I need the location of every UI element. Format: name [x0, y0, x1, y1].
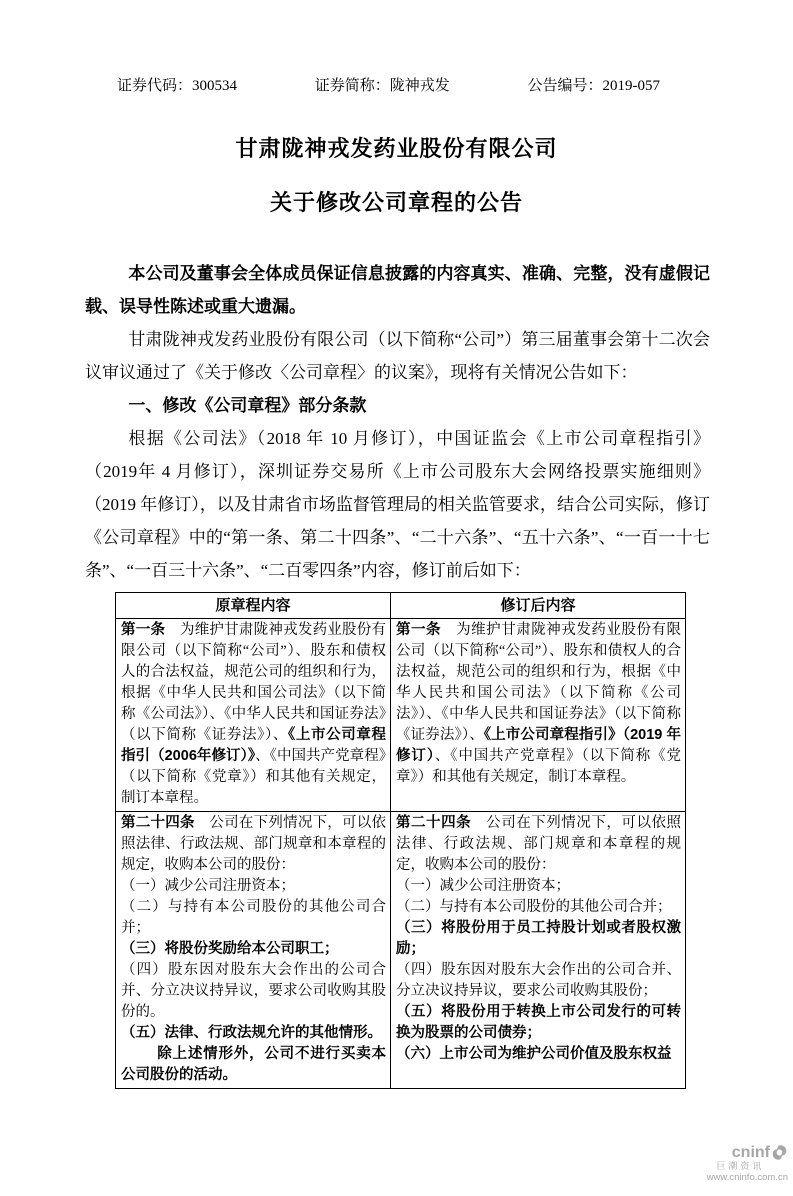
cell-article-24-revised: [391, 812, 686, 1089]
list-item-amended: （五）法律、行政法规允许的其他情形。: [121, 1025, 382, 1041]
table-header-row: [116, 593, 686, 619]
stock-name-label: 证券简称：陇神戎发: [314, 78, 450, 94]
announcement-no-label: 公告编号：2019-057: [527, 78, 660, 94]
column-header-revised: 修订后内容: [391, 593, 686, 619]
document-page: [0, 74, 793, 1183]
cninfo-watermark: [707, 1144, 788, 1184]
article-1-revised-text: [396, 620, 681, 788]
article-1-revised-bold-ref: 《上市公司章程指引》（2019 年修订）: [396, 727, 681, 764]
stock-code-label: 证券代码：300534: [117, 78, 238, 94]
section-1-body: 根据《公司法》（2018 年 10 月修订），中国证监会《上市公司章程指引》（2019年 4 月修订），深圳证券交易所《上市公司股东大会网络投票实施细则》（2019 年修订），以及甘肃省市场监督管理局的相关监管要求，结合公司实际，修订《公司章程》中的“第一条、第二十四条”、“二十六条”、“五十六条”、“一百一十七条”、“一百三十六条”、“二百零四条”内容，修订前后如下：: [85, 429, 710, 580]
disclaimer-statement: 本公司及董事会全体成员保证信息披露的内容真实、准确、完整，没有虚假记载、误导性陈述或重大遗漏。: [85, 264, 710, 316]
cninfo-logo-text: cninf: [731, 1143, 770, 1161]
article-24-revised-intro: [396, 813, 681, 876]
list-item: （四）股东因对股东大会作出的公司合并、分立决议持异议，要求公司收购其股份的。: [121, 962, 386, 1020]
amendment-comparison-table: [115, 592, 686, 1089]
column-header-original: 原章程内容: [116, 593, 391, 619]
article-1-original-bold-ref: 《上市公司章程指引（2006年修订）》: [121, 727, 386, 764]
article-1-label: 第一条: [121, 622, 166, 638]
list-item-amended: （六）上市公司为维护公司价值及股东权益: [396, 1046, 672, 1062]
company-name-title: 甘肃陇神戎发药业股份有限公司: [235, 136, 558, 161]
cninfo-url: www.cninfo.com.cn: [706, 1172, 788, 1183]
article-24-original-intro: [121, 813, 386, 876]
article-1-label: 第一条: [396, 622, 442, 638]
article-24-label: 第二十四条: [121, 815, 195, 831]
table-row-article-1: [116, 619, 686, 812]
list-item: （四）股东因对股东大会作出的公司合并、分立决议持异议，要求公司收购其股份；: [396, 962, 681, 999]
cell-article-1-revised: [391, 619, 686, 812]
cninfo-chinese-name: 巨潮资讯: [716, 1161, 765, 1171]
cninfo-swirl-icon: [771, 1144, 788, 1161]
article-1-original-text: [121, 620, 386, 809]
list-item: （二）与持有本公司股份的其他公司合并；: [396, 899, 672, 915]
list-item-amended: （三）将股份用于员工持股计划或者股权激励；: [396, 920, 681, 957]
list-item: （一）减少公司注册资本；: [396, 878, 570, 894]
article-1-revised-run: 为维护甘肃陇神戎发药业股份有限公司（以下简称“公司”）、股东和债权人的合法权益，规范公司的组织和行为，根据《中华人民共和国公司法》（以下简称《公司法》）、《中华人民共和国证券法》（以下简称《证券法》）、: [396, 622, 682, 743]
list-item-amended: （三）将股份奖励给本公司职工；: [121, 941, 339, 957]
article-1-original-run-end: 、《中国共产党章程》（以下简称《党章》）和其他有关规定，制订本章程。: [121, 748, 386, 806]
article-1-revised-run-end: 、《中国共产党章程》（以下简称《党章》）和其他有关规定，制订本章程。: [396, 748, 682, 785]
article-1-original-run: 为维护甘肃陇神戎发药业股份有限公司（以下简称“公司”）、股东和债权人的合法权益，规范公司的组织和行为，根据《中华人民共和国公司法》（以下简称《公司法》）、《中华人民共和国证券法》（以下简称《证券法》）、: [121, 622, 387, 743]
cell-article-24-original: [116, 812, 391, 1089]
article-24-revised-intro-text: 公司在下列情况下，可以依照法律、行政法规、部门规章和本章程的规定，收购本公司的股份：: [396, 815, 682, 873]
article-24-original-intro-text: 公司在下列情况下，可以依照法律、行政法规、部门规章和本章程的规定，收购本公司的股份：: [121, 815, 387, 873]
list-item: （一）减少公司注册资本；: [121, 878, 295, 894]
list-item-amended: （五）将股份用于转换上市公司发行的可转换为股票的公司债券；: [396, 1004, 681, 1041]
table-row-article-24: [116, 812, 686, 1089]
article-24-label: 第二十四条: [396, 815, 472, 831]
article-24-original-closing: 除上述情形外，公司不进行买卖本公司股份的活动。: [121, 1046, 386, 1083]
section-1-heading: 一、修改《公司章程》部分条款: [128, 396, 367, 415]
list-item: （二）与持有本公司股份的其他公司合并；: [121, 899, 386, 936]
intro-paragraph: 甘肃陇神戎发药业股份有限公司（以下简称“公司”）第三届董事会第十二次会议审议通过了《关于修改〈公司章程〉的议案》，现将有关情况公告如下：: [85, 330, 710, 382]
cninfo-logo: [707, 1144, 788, 1161]
announcement-title: 关于修改公司章程的公告: [269, 190, 523, 215]
cell-article-1-original: [116, 619, 391, 812]
doc-header: [117, 74, 660, 95]
